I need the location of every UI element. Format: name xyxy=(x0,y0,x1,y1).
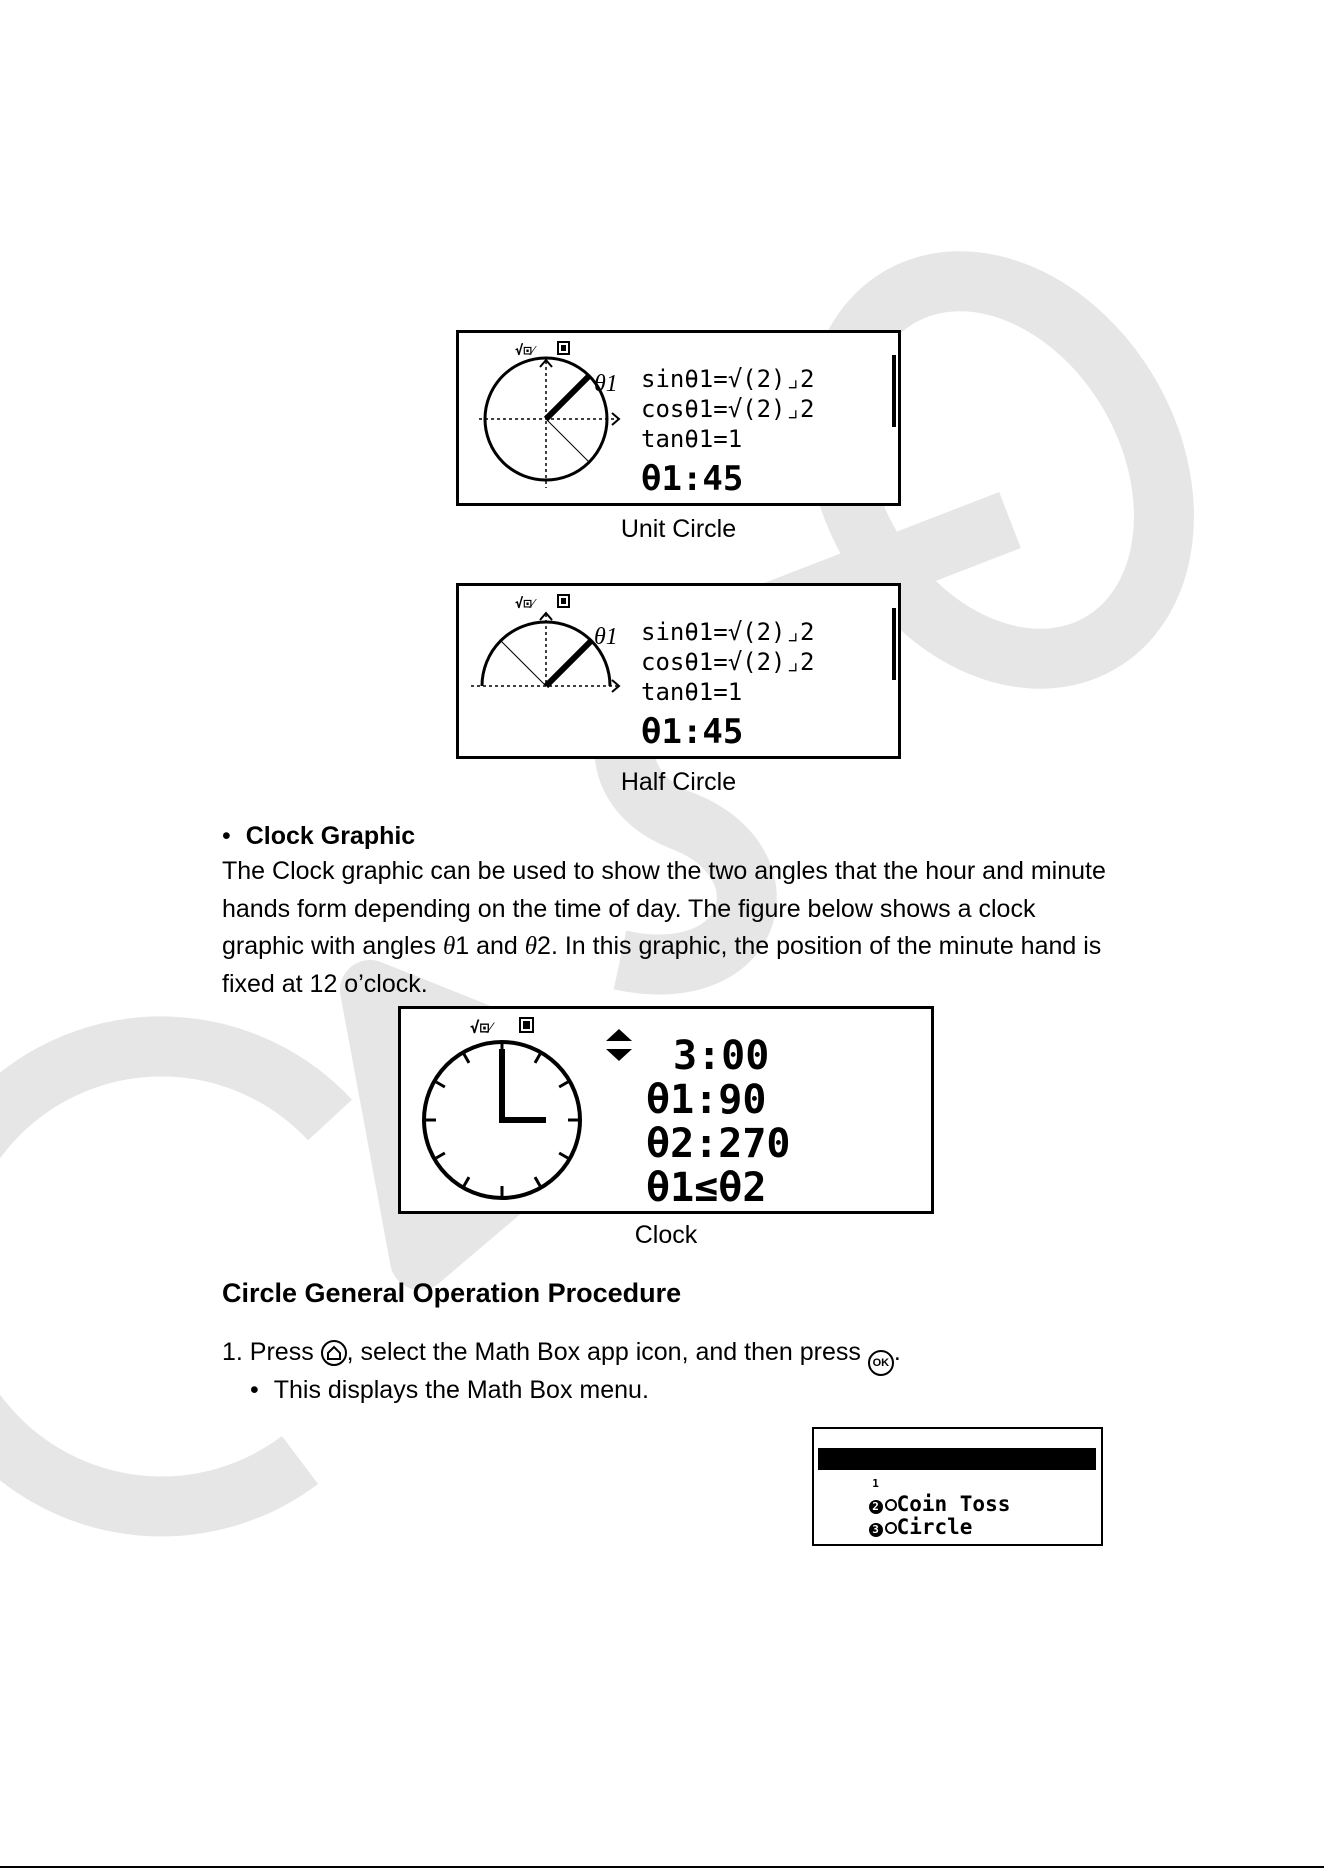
angle-value: θ1:45 xyxy=(641,459,744,499)
menu-number-1-icon: 1 xyxy=(869,1477,883,1491)
clock-tick xyxy=(559,1153,568,1158)
scrollbar xyxy=(892,355,896,427)
menu-number-2-icon: 2 xyxy=(869,1500,883,1514)
clock-time: 3:00 xyxy=(673,1033,770,1079)
ok-key-icon: OK xyxy=(868,1350,894,1376)
theta-relation: θ1≤θ2 xyxy=(646,1165,767,1211)
step-1: 1. Press , select the Math Box app icon, and then press OK . xyxy=(222,1338,901,1376)
half-circle-caption: Half Circle xyxy=(620,768,737,796)
clock-screen xyxy=(398,1006,934,1214)
clock-tick xyxy=(464,1054,469,1063)
clock-tick xyxy=(436,1082,445,1087)
half-circle-screen xyxy=(456,583,901,759)
theta2-value: θ2:270 xyxy=(646,1121,791,1167)
clock-caption: Clock xyxy=(634,1221,698,1249)
angle-label: θ1 xyxy=(594,624,618,650)
clock-tick xyxy=(464,1177,469,1186)
cos-line: cosθ1=√(2)⌟2 xyxy=(641,395,815,423)
angle-label: θ1 xyxy=(594,371,618,397)
procedure-heading: Circle General Operation Procedure xyxy=(222,1278,682,1308)
svg-text:√⊡⁄: √⊡⁄ xyxy=(515,343,535,359)
theta1-value: θ1:90 xyxy=(646,1077,767,1123)
unit-circle-caption: Unit Circle xyxy=(620,515,737,543)
unit-circle-screen xyxy=(456,330,901,506)
step-1-note: • This displays the Math Box menu. xyxy=(250,1376,649,1404)
sin-line: sinθ1=√(2)⌟2 xyxy=(641,618,815,646)
menu-item-dice-roll[interactable]: 1 Dice Roll xyxy=(818,1448,1096,1470)
clock-graphic-heading xyxy=(222,822,415,851)
svg-text:√⊡⁄: √⊡⁄ xyxy=(470,1018,492,1037)
scrollbar xyxy=(892,608,896,680)
clock-tick xyxy=(436,1153,445,1158)
home-key-icon xyxy=(321,1340,347,1366)
svg-text:√⊡⁄: √⊡⁄ xyxy=(515,596,535,612)
menu-item-coin-toss[interactable]: 2 Coin Toss xyxy=(818,1471,1010,1493)
cos-line: cosθ1=√(2)⌟2 xyxy=(641,648,815,676)
math-box-menu-screen xyxy=(812,1427,1103,1546)
tan-line: tanθ1=1 xyxy=(641,425,743,453)
circle-icon xyxy=(885,1522,897,1534)
clock-tick xyxy=(535,1054,540,1063)
page-bottom-rule xyxy=(0,1866,1324,1868)
sin-line: sinθ1=√(2)⌟2 xyxy=(641,365,815,393)
bullet: • xyxy=(222,822,231,850)
menu-number-3-icon: 3 xyxy=(869,1523,883,1537)
tan-line: tanθ1=1 xyxy=(641,678,743,706)
clock-graphic-title: Clock Graphic xyxy=(245,822,416,850)
clock-description: The Clock graphic can be used to show the two angles that the hour and minute hands form depending on the time of day. The figure below shows a clock graphic with angles θ1 and θ2. In this graphic, the position of the minute hand is fixed at 12 o’clock. xyxy=(222,857,1106,998)
clock-tick xyxy=(535,1177,540,1186)
menu-item-circle[interactable]: 3 Circle xyxy=(818,1494,972,1516)
angle-value: θ1:45 xyxy=(641,712,744,752)
clock-tick xyxy=(559,1082,568,1087)
